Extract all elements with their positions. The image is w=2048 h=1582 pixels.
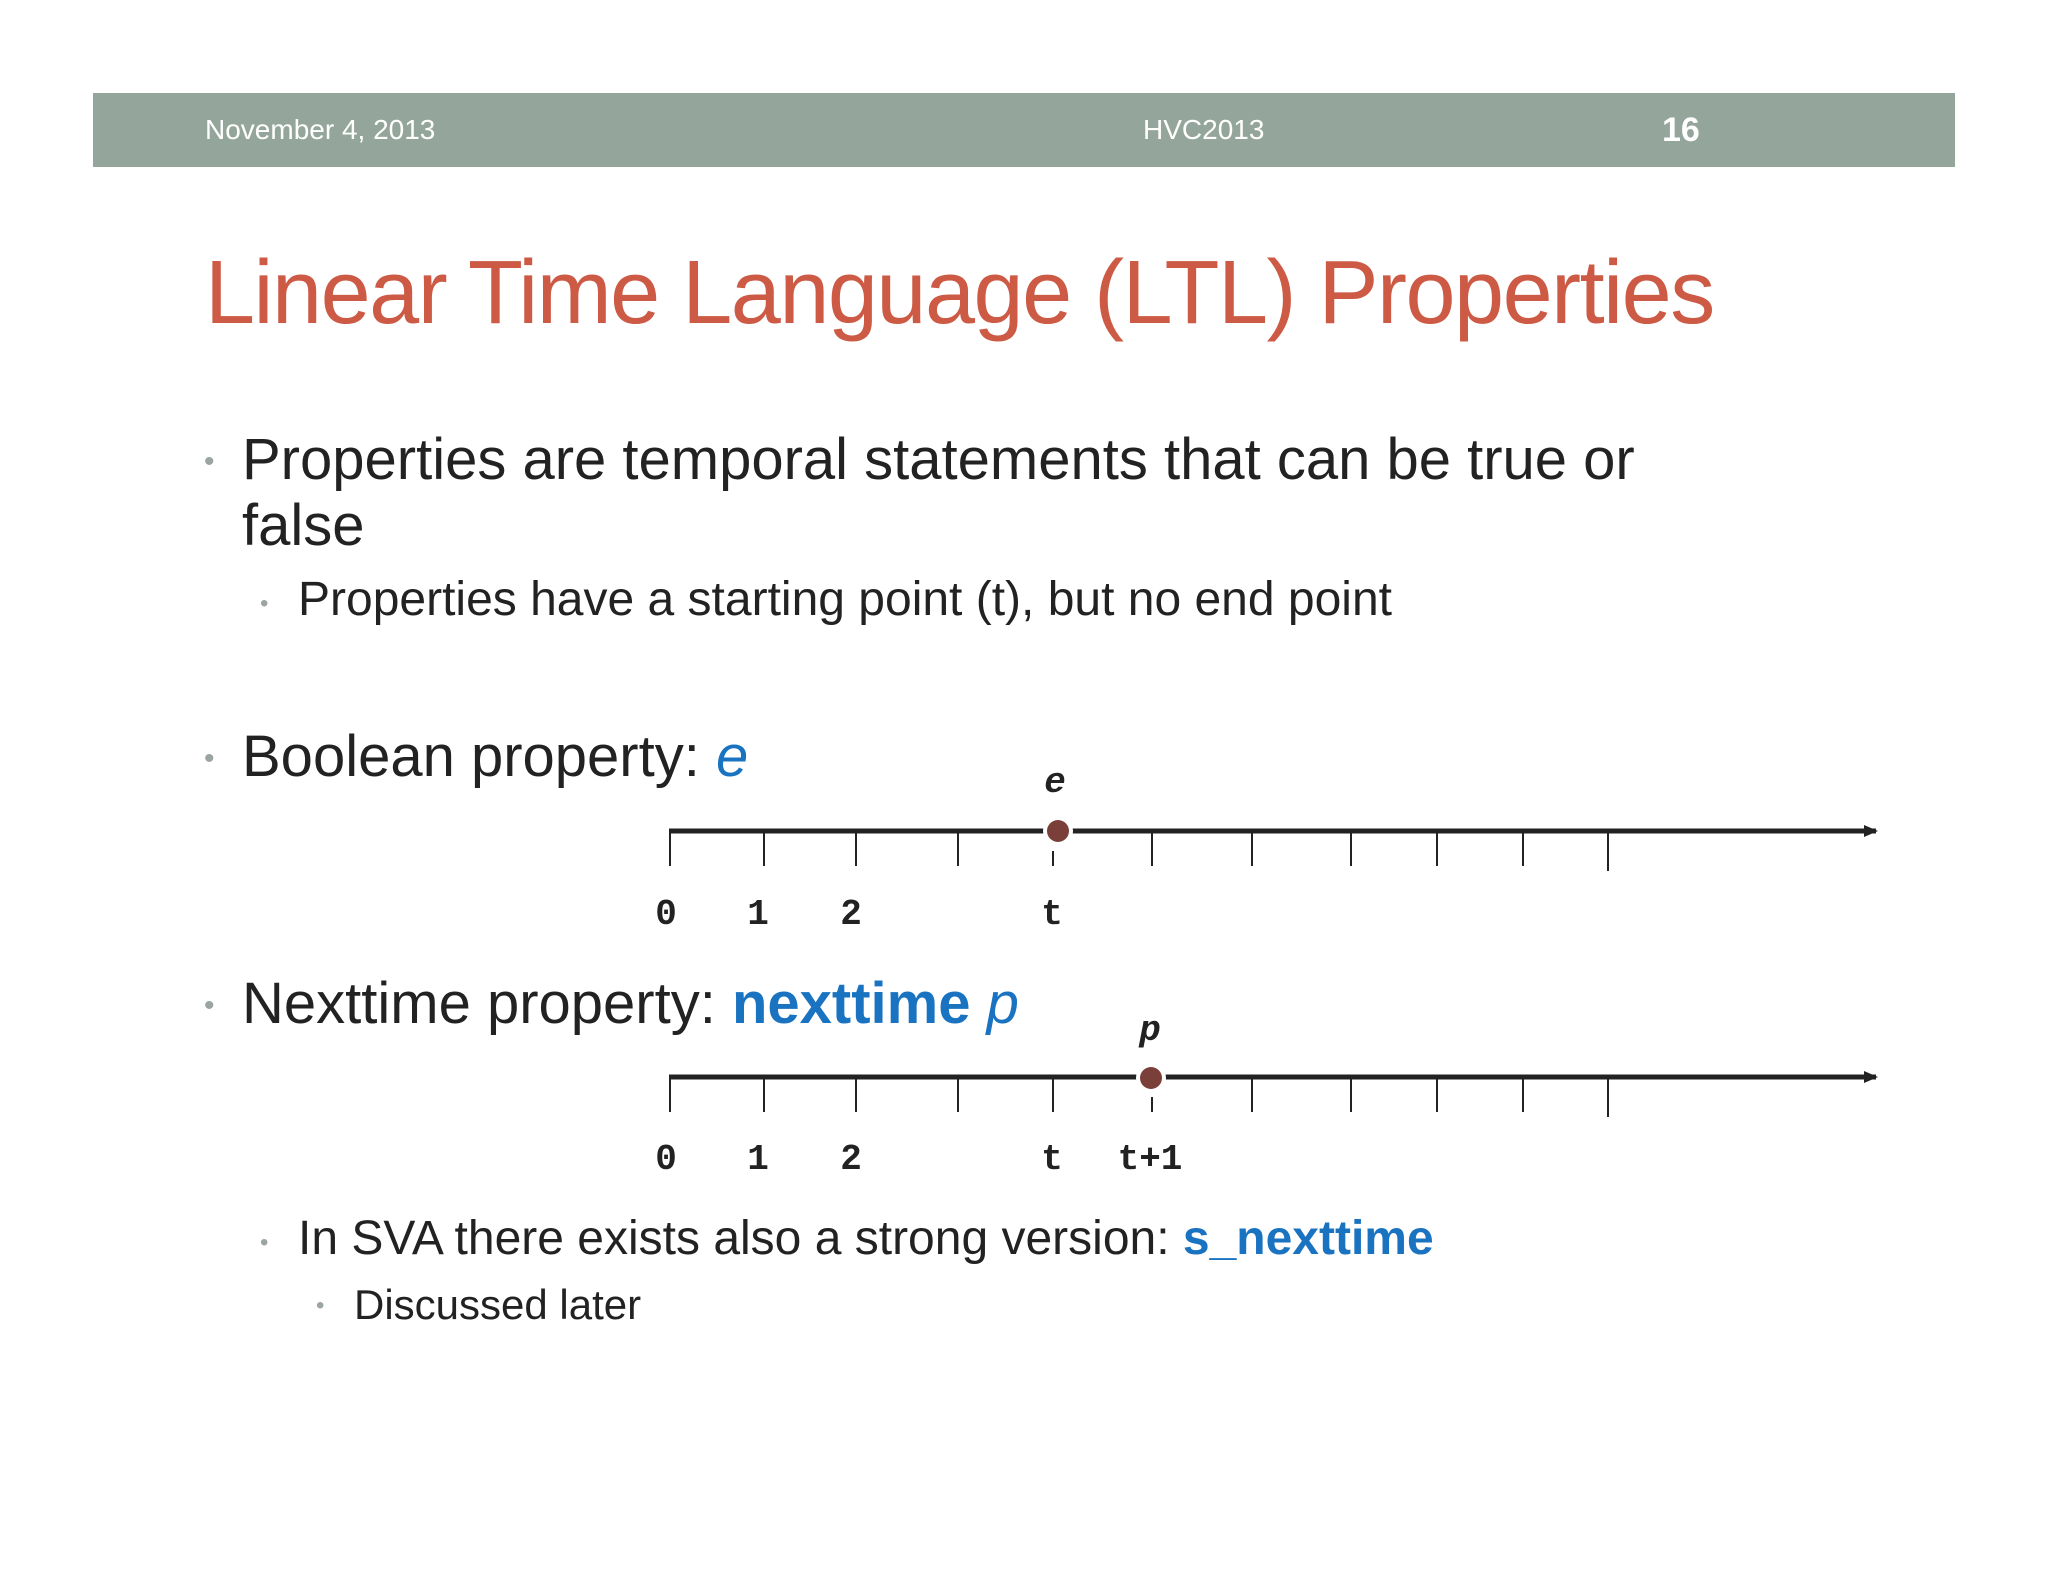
bullet-dot: • — [204, 742, 215, 775]
header-conference: HVC2013 — [1143, 114, 1265, 145]
boolean-property-var: e — [715, 724, 749, 789]
nexttime-keyword: nexttime — [731, 971, 971, 1036]
sub-bullet-starting-point: Properties have a starting point (t), but no end point — [298, 573, 1392, 626]
s-nexttime-keyword: s_nexttime — [1182, 1212, 1434, 1265]
event-label-e: e — [1044, 762, 1066, 803]
tick-label: 0 — [655, 1139, 677, 1180]
tick-label: t+1 — [1117, 1139, 1183, 1180]
tick-label: t — [1041, 894, 1063, 935]
tick-label: 1 — [747, 894, 769, 935]
tick-label: 1 — [747, 1139, 769, 1180]
sub-bullet-dot: • — [260, 1229, 269, 1256]
bullet-properties-line2: false — [242, 493, 365, 558]
sub-bullet-strong-version — [298, 1211, 1434, 1267]
header-date: November 4, 2013 — [205, 114, 436, 145]
bullet-properties-line1: Properties are temporal statements that can be true or — [242, 427, 1635, 492]
sub-bullet-dot: • — [260, 590, 269, 617]
tick-label: 0 — [655, 894, 677, 935]
nexttime-property-var: p — [986, 971, 1019, 1036]
nexttime-property-label: Nexttime property: — [242, 971, 732, 1036]
tick-label: 2 — [840, 1139, 862, 1180]
sub-sub-bullet-dot: • — [316, 1292, 325, 1319]
sub-sub-bullet-discussed-later: Discussed later — [354, 1281, 642, 1328]
strong-version-label: In SVA there exists also a strong version: — [298, 1212, 1183, 1265]
event-dot-p — [1140, 1067, 1162, 1089]
tick-label: t — [1041, 1139, 1063, 1180]
page-number: 16 — [1662, 111, 1700, 149]
bullet-dot: • — [204, 989, 215, 1022]
boolean-property-label: Boolean property: — [242, 724, 716, 789]
tick-label: 2 — [840, 894, 862, 935]
event-label-p: p — [1139, 1010, 1161, 1051]
slide-title: Linear Time Language (LTL) Properties — [205, 243, 1714, 343]
bullet-dot: • — [204, 445, 215, 478]
